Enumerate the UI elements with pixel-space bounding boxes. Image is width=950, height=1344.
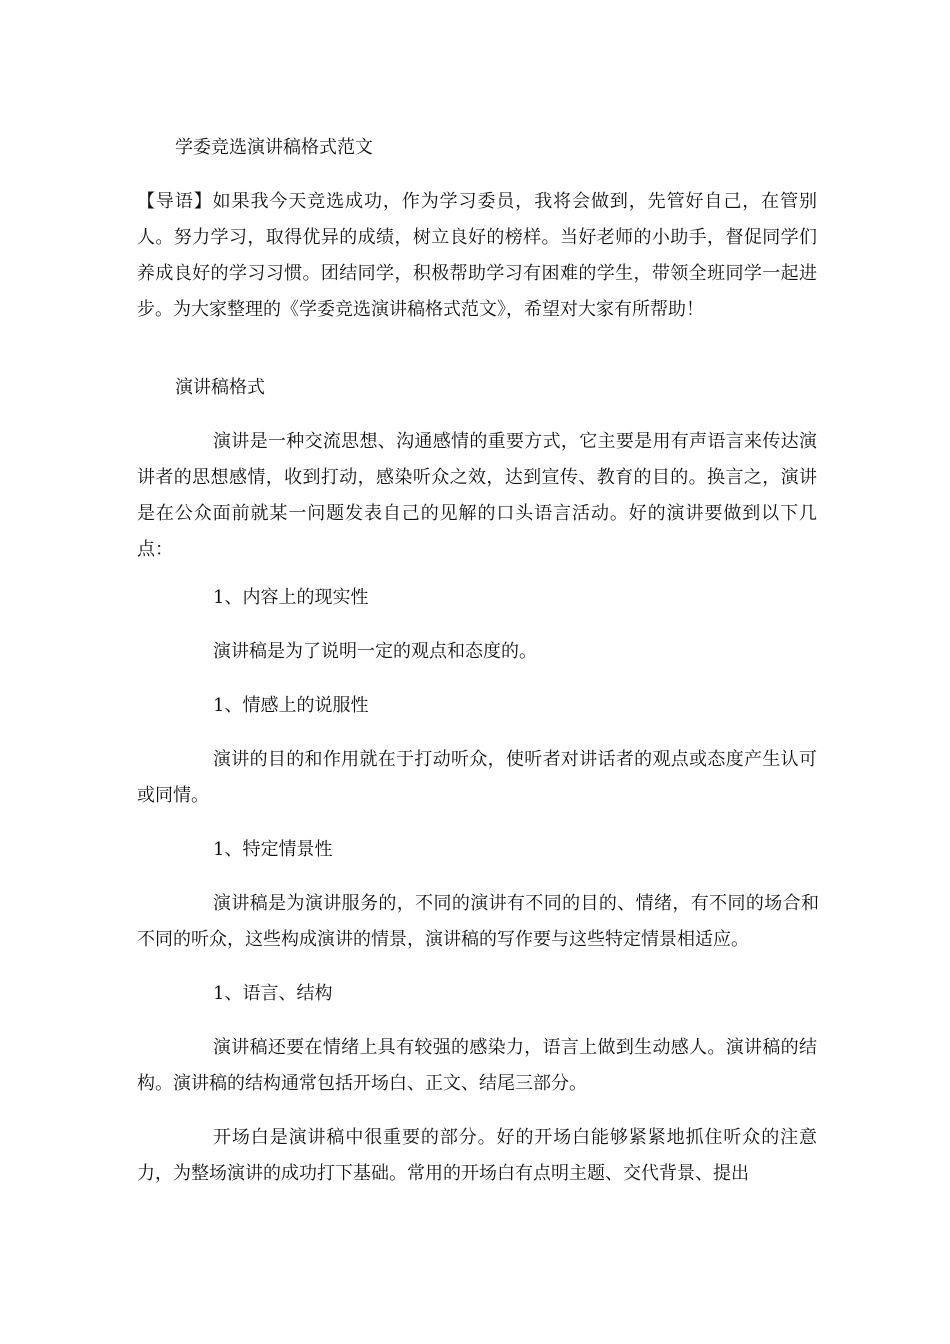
list-item-heading: 1、内容上的现实性 <box>213 587 369 608</box>
body-paragraph: 演讲是一种交流思想、沟通感情的重要方式，它主要是用有声语言来传达演讲者的思想感情，收到打动，感染听众之效，达到宣传、教育的目的。换言之，演讲是在公众面前就某一问题发表自己的见解的口头语言活动。好的演讲要做到以下几点： <box>137 431 817 560</box>
body-paragraph: 演讲稿还要在情绪上具有较强的感染力，语言上做到生动感人。演讲稿的结构。演讲稿的结构通常包括开场白、正文、结尾三部分。 <box>137 1037 817 1094</box>
list-item-heading: 1、特定情景性 <box>213 839 333 860</box>
body-paragraph: 演讲的目的和作用就在于打动听众，使听者对讲话者的观点或态度产生认可或同情。 <box>137 749 817 806</box>
list-item-heading: 1、语言、结构 <box>213 983 333 1004</box>
body-paragraph: 开场白是演讲稿中很重要的部分。好的开场白能够紧紧地抓住听众的注意力，为整场演讲的成功打下基础。常用的开场白有点明主题、交代背景、提出 <box>137 1127 817 1184</box>
body-paragraph: 演讲稿是为演讲服务的，不同的演讲有不同的目的、情绪，有不同的场合和不同的听众，这些构成演讲的情景，演讲稿的写作要与这些特定情景相适应。 <box>137 893 819 950</box>
section-heading: 演讲稿格式 <box>175 377 265 398</box>
intro-paragraph: 【导语】如果我今天竞选成功，作为学习委员，我将会做到，先管好自己，在管别人。努力学习，取得优异的成绩，树立良好的榜样。当好老师的小助手，督促同学们养成良好的学习习惯。团结同学，积极帮助学习有困难的学生，带领全班同学一起进步。为大家整理的《学委竞选演讲稿格式范文》，希望对大家有所帮助！ <box>137 191 817 320</box>
body-paragraph: 演讲稿是为了说明一定的观点和态度的。 <box>213 641 537 662</box>
document-title: 学委竞选演讲稿格式范文 <box>175 137 373 158</box>
list-item-heading: 1、情感上的说服性 <box>213 695 369 716</box>
